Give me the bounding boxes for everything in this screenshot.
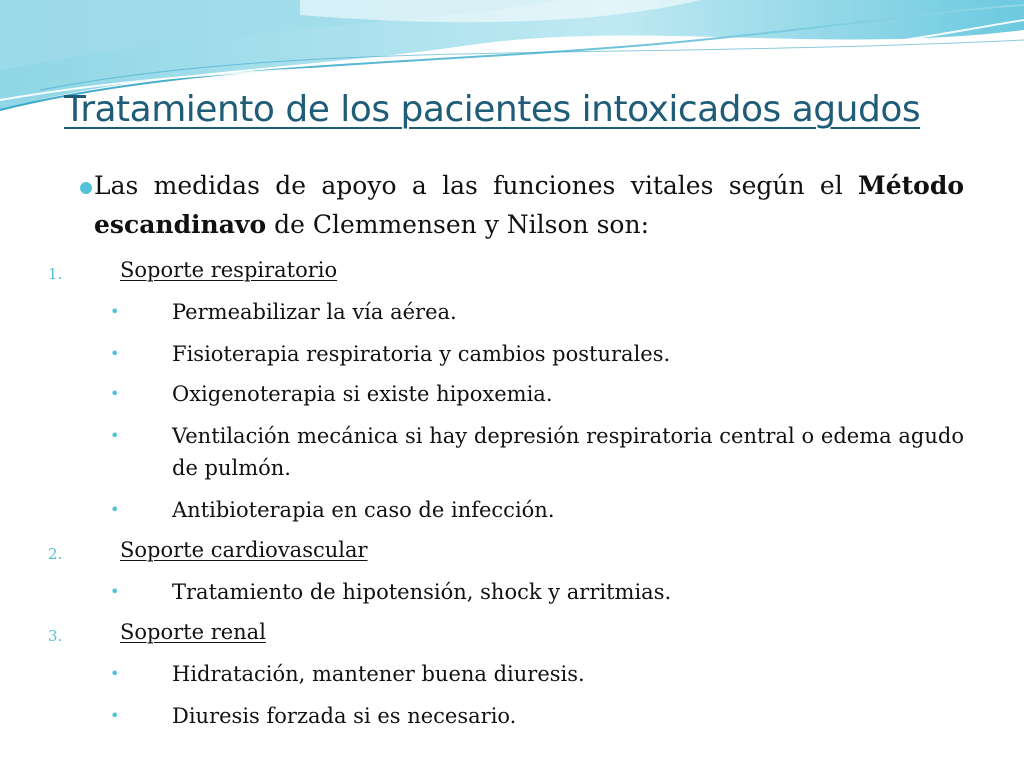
section-label: Soporte respiratorio bbox=[120, 258, 338, 282]
bullet-icon: • bbox=[110, 344, 120, 363]
bullet-icon: • bbox=[110, 426, 120, 445]
list-item-text: Diuresis forzada si es necesario. bbox=[172, 704, 517, 728]
bullet-icon: • bbox=[110, 582, 120, 601]
bullet-icon: • bbox=[110, 500, 120, 519]
intro-text-before: Las medidas de apoyo a las funciones vitales según el bbox=[94, 171, 859, 200]
section-label: Soporte cardiovascular bbox=[120, 538, 368, 562]
list-item-text: Hidratación, mantener buena diuresis. bbox=[172, 662, 585, 686]
slide-title: Tratamiento de los pacientes intoxicados agudos bbox=[64, 89, 921, 130]
section-number: 2. bbox=[48, 545, 63, 563]
bullet-icon: • bbox=[110, 664, 120, 683]
list-item-text: Fisioterapia respiratoria y cambios posturales. bbox=[172, 342, 671, 366]
list-item-text: Oxigenoterapia si existe hipoxemia. bbox=[172, 382, 553, 406]
bullet-icon: • bbox=[110, 384, 120, 403]
intro-paragraph bbox=[94, 166, 964, 244]
list-item-text: Permeabilizar la vía aérea. bbox=[172, 300, 457, 324]
bullet-icon: • bbox=[110, 302, 120, 321]
list-item-text: Tratamiento de hipotensión, shock y arritmias. bbox=[172, 580, 672, 604]
intro-text-after: de Clemmensen y Nilson son: bbox=[266, 210, 650, 239]
bullet-icon: • bbox=[110, 706, 120, 725]
list-item-text: Ventilación mecánica si hay depresión respiratoria central o edema agudo de pulmón. bbox=[172, 424, 964, 480]
section-number: 1. bbox=[48, 265, 63, 283]
section-label: Soporte renal bbox=[120, 620, 266, 644]
intro-bullet-icon bbox=[80, 182, 92, 194]
intro-text-bold: Método escandinavo bbox=[94, 171, 964, 239]
section-number: 3. bbox=[48, 627, 63, 645]
list-item-text: Antibioterapia en caso de infección. bbox=[172, 498, 555, 522]
